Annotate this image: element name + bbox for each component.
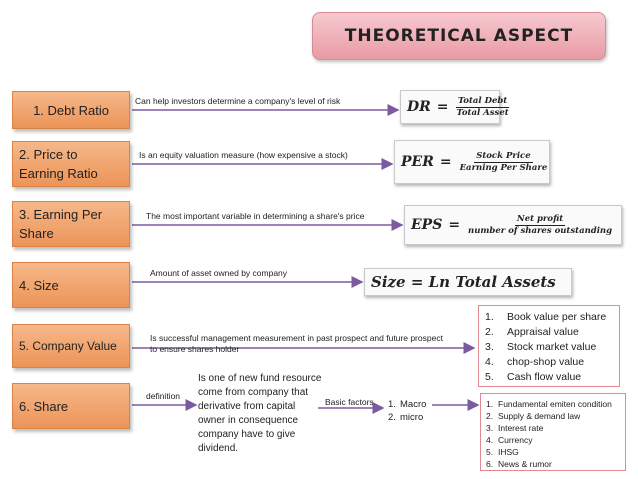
category-debt-ratio: 1. Debt Ratio bbox=[12, 91, 130, 129]
description-debt-ratio: Can help investors determine a company's level of risk bbox=[135, 96, 341, 106]
list-item: 4. Currency bbox=[486, 435, 533, 445]
formula-dr-eq: = bbox=[436, 99, 449, 115]
formula-per-denominator: Earning Per Share bbox=[459, 162, 548, 173]
category-price-to-earning-ratio: 2. Price to Earning Ratio bbox=[12, 141, 130, 187]
description-per: Is an equity valuation measure (how expensive a stock) bbox=[139, 150, 348, 160]
formula-per-eq: = bbox=[439, 154, 452, 170]
list-item: 1. Book value per share bbox=[485, 311, 607, 323]
formula-eps-denominator: number of shares outstanding bbox=[468, 225, 613, 236]
list-item: 4. chop-shop value bbox=[485, 356, 585, 368]
formula-debt-ratio bbox=[400, 90, 509, 124]
formula-dr-lhs: DR bbox=[407, 99, 431, 115]
list-item: 1. Macro bbox=[388, 399, 427, 410]
category-share: 6. Share bbox=[12, 383, 130, 429]
basic-factors-list bbox=[388, 398, 426, 424]
description-size: Amount of asset owned by company bbox=[150, 268, 288, 278]
macro-factor-list bbox=[480, 393, 626, 471]
formula-per bbox=[394, 140, 550, 184]
company-value-list bbox=[478, 305, 620, 387]
description-eps: The most important variable in determining a share's price bbox=[146, 211, 365, 221]
description-share-definition-label: definition bbox=[146, 391, 181, 401]
formula-eps-lhs: EPS bbox=[411, 217, 443, 233]
formula-dr-denominator: Total Asset bbox=[456, 107, 509, 118]
category-earning-per-share: 3. Earning Per Share bbox=[12, 201, 130, 247]
formula-per-lhs: PER bbox=[401, 154, 434, 170]
formula-per-fraction bbox=[458, 151, 550, 174]
formula-eps-numerator: Net profit bbox=[516, 213, 564, 224]
list-item: 3. Stock market value bbox=[485, 341, 597, 353]
basic-factors-label: Basic factors bbox=[325, 397, 374, 407]
formula-dr-fraction bbox=[455, 96, 511, 119]
list-item: 1. Fundamental emiten condition bbox=[486, 399, 612, 409]
list-item: 2. Appraisal value bbox=[485, 326, 579, 338]
list-item: 2. micro bbox=[388, 412, 424, 423]
list-item: 5. IHSG bbox=[486, 447, 519, 457]
list-item: 3. Interest rate bbox=[486, 423, 544, 433]
formula-dr-numerator: Total Debt bbox=[457, 95, 508, 106]
description-company-value: Is successful management measurement in past prospect and future prospect to ensure shares holder bbox=[150, 333, 443, 354]
formula-eps-fraction bbox=[466, 214, 614, 237]
list-item: 2. Supply & demand law bbox=[486, 411, 581, 421]
formula-size: Size = Ln Total Assets bbox=[364, 268, 572, 296]
share-definition-text: Is one of new fund resource come from company that derivative from capital owner in consequence company have to give dividend. bbox=[198, 373, 322, 454]
list-item: 6. News & rumor bbox=[486, 459, 552, 469]
formula-eps bbox=[404, 205, 622, 245]
formula-eps-eq: = bbox=[448, 217, 461, 233]
list-item: 5. Cash flow value bbox=[485, 371, 582, 383]
category-company-value: 5. Company Value bbox=[12, 324, 130, 368]
category-size: 4. Size bbox=[12, 262, 130, 308]
page-title: THEORETICAL ASPECT bbox=[312, 12, 606, 60]
formula-per-numerator: Stock Price bbox=[476, 150, 531, 161]
